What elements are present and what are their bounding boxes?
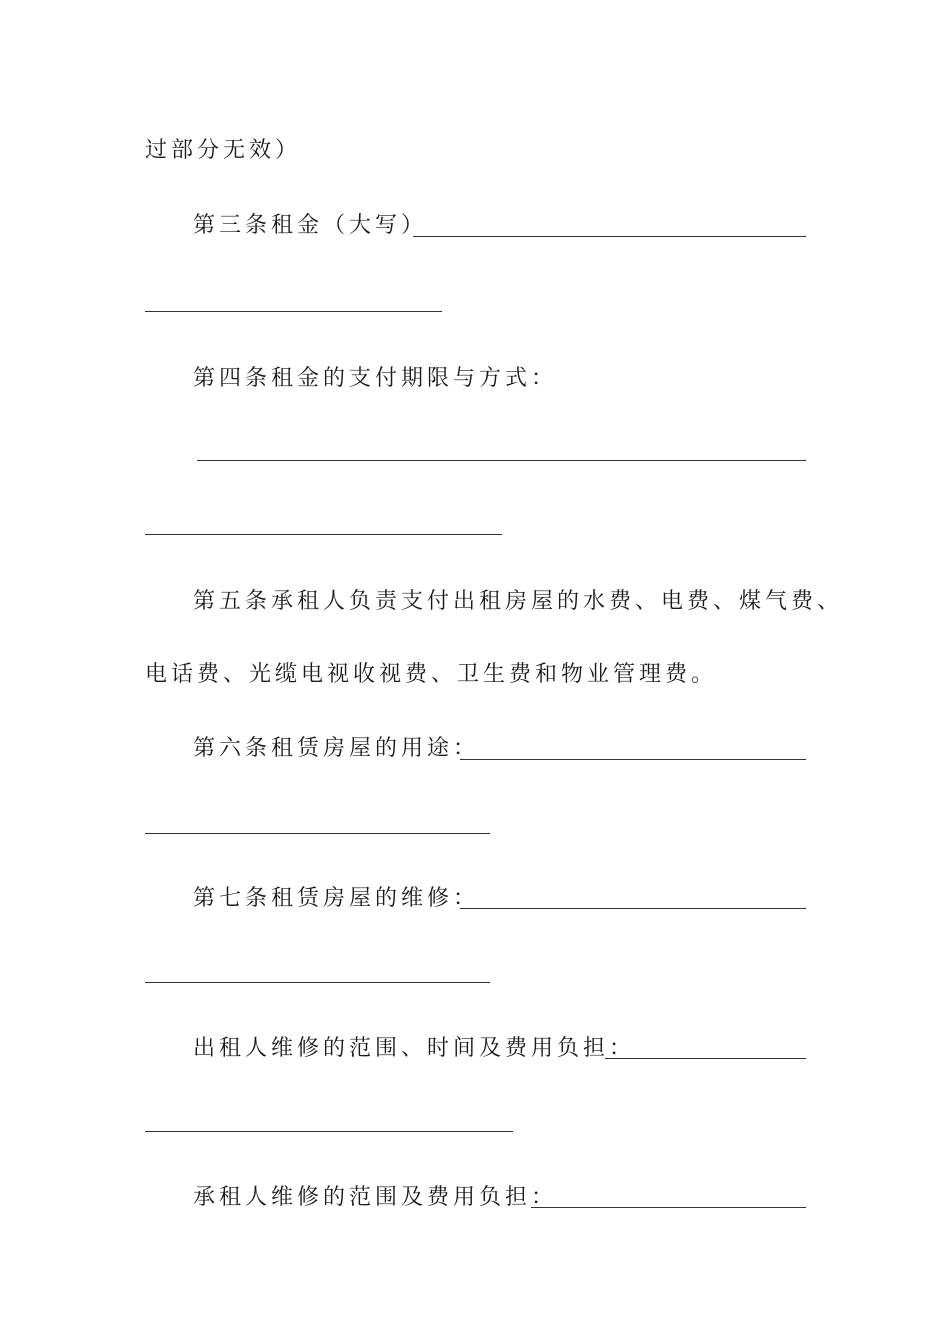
fill-blank-line[interactable] bbox=[145, 534, 502, 535]
article-7-label: 第七条租赁房屋的维修： bbox=[193, 886, 480, 911]
fill-blank-line[interactable] bbox=[197, 460, 806, 461]
article-6-label: 第六条租赁房屋的用途： bbox=[193, 736, 480, 761]
article-3-label: 第三条租金（大写） bbox=[193, 213, 428, 238]
fill-blank-line[interactable] bbox=[460, 759, 806, 760]
landlord-repair-label: 出租人维修的范围、时间及费用负担： bbox=[193, 1036, 636, 1061]
text-line: 过部分无效） bbox=[145, 138, 302, 163]
fill-blank-line[interactable] bbox=[605, 1058, 806, 1059]
article-5-text-continued: 电话费、光缆电视收视费、卫生费和物业管理费。 bbox=[145, 662, 718, 687]
fill-blank-line[interactable] bbox=[145, 1131, 513, 1132]
fill-blank-line[interactable] bbox=[145, 982, 490, 983]
fill-blank-line[interactable] bbox=[413, 236, 806, 237]
fill-blank-line[interactable] bbox=[460, 908, 806, 909]
article-5-text: 第五条承租人负责支付出租房屋的水费、电费、煤气费、 bbox=[193, 589, 844, 614]
fill-blank-line[interactable] bbox=[145, 311, 442, 312]
tenant-repair-label: 承租人维修的范围及费用负担： bbox=[193, 1185, 558, 1210]
fill-blank-line[interactable] bbox=[531, 1207, 806, 1208]
fill-blank-line[interactable] bbox=[145, 833, 490, 834]
article-4-label: 第四条租金的支付期限与方式： bbox=[193, 366, 558, 391]
